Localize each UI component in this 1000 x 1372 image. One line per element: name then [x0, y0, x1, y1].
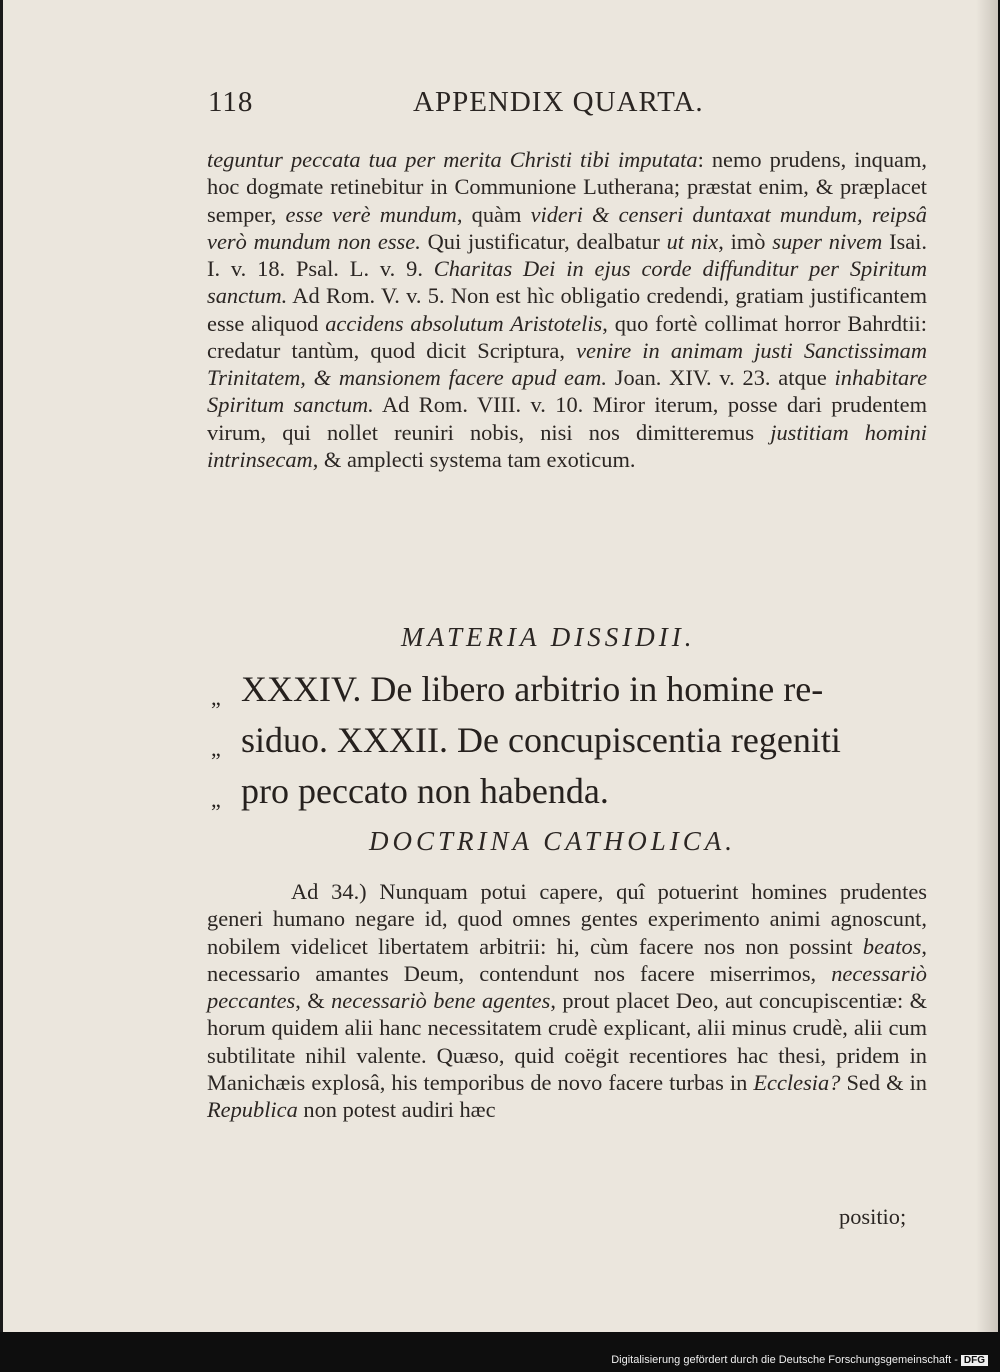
text-run: : nemo prudens, inquam, hoc dogmate retinebitur in Communione Lutherana; præstat enim, & præplacet semper, — [207, 147, 927, 227]
quote-line-text: pro peccato non habenda. — [241, 771, 609, 811]
text-run: Ad Rom. VIII. v. 10. Miror iterum, posse dari prudentem virum, qui nollet reuniri nobis, nisi nos dimitteremus — [207, 392, 927, 445]
italic-run: Charitas Dei in ejus corde diffunditur per Spiritum sanctum. — [207, 256, 927, 309]
text-run: Ad Rom. V. v. 5. Non est hìc obligatio credendi, gratiam justificantem esse aliquod — [207, 283, 927, 336]
paragraph-2 — [207, 878, 927, 1123]
italic-run: videri & censeri duntaxat mundum, reipsâ verò mundum non esse. — [207, 201, 927, 254]
text-run: Qui justificatur, dealbatur — [420, 228, 667, 254]
quote-mark: „ — [211, 736, 221, 761]
text-run: , necessario amantes Deum, contendunt nos facere miserrimos, — [207, 933, 927, 986]
quote-line — [211, 668, 931, 719]
text-run: , quàm — [456, 201, 531, 227]
text-run: , & — [295, 988, 332, 1013]
italic-run: beatos — [862, 933, 922, 959]
catchword: positio; — [839, 1204, 907, 1229]
digitization-footer — [611, 1354, 988, 1366]
footer-text: Digitalisierung gefördert durch die Deutsche Forschungsgemeinschaft - — [611, 1354, 958, 1366]
block-quote — [211, 668, 931, 821]
text-run: , & amplecti systema tam exoticum. — [312, 446, 636, 472]
italic-run: ut nix — [666, 228, 719, 254]
text-run: non potest audiri hæc — [297, 1097, 496, 1122]
quote-line — [211, 770, 931, 821]
heading-doctrina-catholica: DOCTRINA CATHOLICA. — [369, 826, 737, 856]
quote-line-text: XXXIV. De libero arbitrio in homine re- — [241, 669, 824, 709]
italic-run: necessariò peccantes — [207, 960, 927, 1013]
italic-run: accidens absolutum Aristotelis — [325, 310, 603, 336]
quote-mark: „ — [211, 685, 221, 710]
text-run: Ad 34.) Nunquam potui capere, quî potuerint homines prudentes generi humano negare id, quod omnes gentes experimento animi agnoscunt, nobilem videlicet libertatem arbitrii: hi, cùm facere nos non possint — [207, 879, 927, 959]
heading-materia-dissidii: MATERIA DISSIDII. — [401, 622, 696, 652]
italic-run: necessariò bene agentes — [331, 988, 551, 1013]
text-run: Sed & in — [840, 1069, 927, 1095]
text-run: , prout placet Deo, aut concupiscentiæ: & horum quidem alii hanc necessitatem crudè explicant, alii minus crudè, alii cum subtilitate nihil valente. Quæso, quid coëgit recentiores hac thesi, pridem in Manichæis explosâ, his temporibus de novo facere turbas in — [207, 988, 927, 1095]
text-run: , imò — [718, 228, 773, 254]
page-number: 118 — [208, 86, 254, 118]
quote-line — [211, 719, 931, 770]
italic-run: venire in animam justi Sanctissimam Trinitatem, & mansionem facere apud eam. — [207, 337, 928, 390]
quote-line-text: siduo. XXXII. De concupiscentia regeniti — [241, 720, 841, 760]
italic-run: justitiam homini intrinsecam — [207, 419, 927, 472]
text-run: , quo fortè collimat horror Bahrdtii: credatur tantùm, quod dicit Scriptura, — [207, 310, 927, 363]
italic-run: Ecclesia? — [753, 1069, 841, 1095]
italic-run: Republica — [207, 1097, 298, 1122]
quote-mark: „ — [211, 787, 221, 812]
page-header — [208, 86, 928, 126]
running-head: APPENDIX QUARTA. — [413, 86, 704, 118]
dfg-logo-icon[interactable]: DFG — [961, 1355, 988, 1366]
text-run: Joan. XIV. v. 23. atque — [606, 365, 835, 390]
italic-run: teguntur peccata tua per merita Christi tibi imputata — [207, 147, 698, 172]
paragraph-1 — [207, 146, 927, 473]
italic-run: esse verè mundum — [285, 201, 457, 227]
italic-run: super nivem — [772, 228, 883, 254]
text-run: Isai. I. v. 18. Psal. L. v. 9. — [207, 228, 927, 281]
italic-run: inhabitare Spiritum sanctum. — [207, 365, 928, 418]
